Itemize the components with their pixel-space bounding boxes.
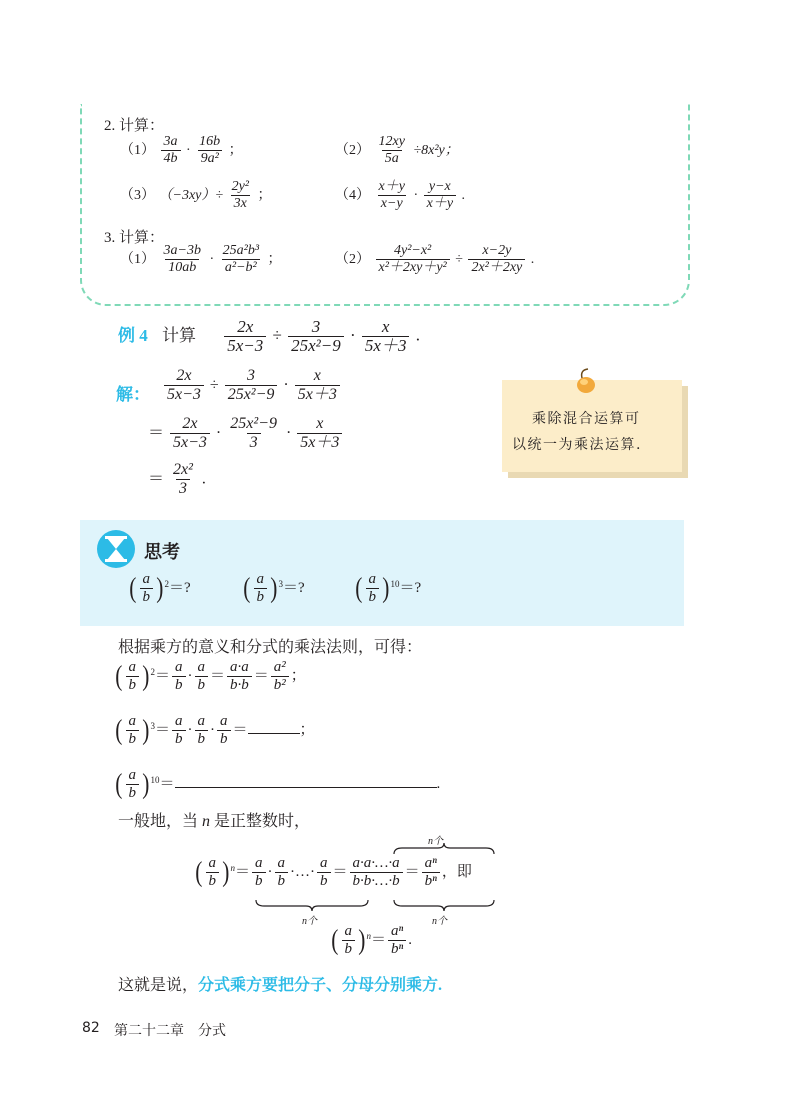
exercise-2-part-2: （2） $\frac{12xy}{5a}$ ÷8x²y； bbox=[335, 134, 459, 166]
fraction: $\frac{x}{5x+3}$ bbox=[295, 368, 340, 403]
part-label: （1） bbox=[120, 142, 155, 158]
chapter-title: 第二十二章 分式 bbox=[114, 1023, 226, 1039]
fraction: $\frac{x-2y}{\text{2x²＋2xy}}$ bbox=[468, 244, 525, 275]
think-question-3: ( $\frac{a}{b}$ )$^{10}$＝? bbox=[355, 571, 422, 605]
general-statement: 一般地，当 n 是正整数时， bbox=[118, 813, 311, 830]
answer-blank[interactable] bbox=[248, 733, 300, 734]
fraction: $\frac{16b}{\text{9a²}}$ bbox=[199, 134, 221, 166]
power-rule-highlight: 分式乘方要把分子、分母分别乘方. bbox=[198, 977, 443, 994]
fraction: $\frac{\text{25x²−9}}{3}$ bbox=[230, 415, 277, 451]
summary-text: 这就是说，分式乘方要把分子、分母分别乘方. bbox=[118, 977, 443, 994]
brace-bottom-left bbox=[254, 898, 370, 912]
brace-label-top: n个 bbox=[428, 836, 443, 847]
fraction: $\frac{y-x}{x+y}$ bbox=[424, 180, 456, 211]
power-2-derivation: ( $\frac{a}{b}$ )$^2$＝ $\frac{a}{b}$ · $\frac{a}{b}$ ＝ $\frac{a\cdot a}{b\cdot b}$ ＝ $\frac{\text{a²}}{\text{b²}}$ ； bbox=[115, 659, 306, 693]
part-label: （4） bbox=[335, 187, 370, 203]
fraction: $\frac{3}{\text{25x²−9}}$ bbox=[225, 368, 278, 403]
fraction: $\frac{2x}{5x-3}$ bbox=[170, 416, 210, 451]
solution-line-2: ＝ $\frac{2x}{5x-3}$ · $\frac{\text{25x²−9}}{3}$ · $\frac{x}{5x+3}$ bbox=[148, 416, 344, 451]
brace-top bbox=[392, 842, 496, 856]
fraction: $\frac{3}{\text{25x²−9}}$ bbox=[288, 318, 344, 356]
fraction: $\frac{x}{5x+3}$ bbox=[297, 416, 342, 451]
example-4: 例 4 计算 $\frac{2x}{5x-3}$ ÷ $\frac{3}{\text{25x²−9}}$ · $\frac{x}{5x+3}$ . bbox=[118, 317, 420, 355]
pushpin-icon bbox=[572, 368, 600, 398]
think-question-2: ( $\frac{a}{b}$ )$^3$＝? bbox=[243, 571, 305, 605]
example-label: 例 4 bbox=[118, 325, 148, 345]
think-question-1: ( $\frac{a}{b}$ )$^2$＝? bbox=[129, 571, 191, 605]
part-label: （3） bbox=[120, 187, 155, 203]
brace-bottom-right bbox=[392, 898, 496, 912]
exercise-2-part-3: （3） （−3xy）÷ $\frac{\text{2y²}}{3x}$ ； bbox=[120, 179, 272, 211]
example-prompt: 计算 bbox=[162, 325, 196, 345]
fraction: $\frac{\text{4y²−x²}}{\text{x²＋2xy＋y²}}$ bbox=[376, 244, 450, 275]
note-line-2: 以统一为乘法运算. bbox=[512, 437, 642, 453]
exercise-2-part-1: （1） $\frac{3a}{4b}$ · $\frac{16b}{\text{9a²}}$ ； bbox=[120, 134, 243, 166]
power-10-derivation: ( $\frac{a}{b}$ )$^{10}$＝ . bbox=[115, 767, 441, 801]
side-note bbox=[502, 380, 682, 472]
solution-line-3: ＝ $\frac{\text{2x²}}{3}$ . bbox=[148, 461, 206, 497]
exercise-2-heading: 2. 计算： bbox=[104, 118, 165, 134]
part-label: （2） bbox=[335, 142, 370, 158]
part-label: （2） bbox=[335, 251, 370, 267]
fraction: $\frac{\text{2y²}}{3x}$ bbox=[231, 179, 249, 211]
solution-line-1: $\frac{2x}{5x-3}$ ÷ $\frac{3}{\text{25x²−9}}$ · $\frac{x}{5x+3}$ bbox=[162, 368, 342, 403]
brace-label-bottom-right: n个 bbox=[432, 916, 447, 927]
power-3-derivation: ( $\frac{a}{b}$ )$^3$＝ $\frac{a}{b}$ · $\frac{a}{b}$ · $\frac{a}{b}$ ＝ ； bbox=[115, 713, 315, 747]
exercise-2-part-4: （4） $\frac{x+y}{x-y}$ · $\frac{y-x}{x+y}$ . bbox=[335, 179, 466, 211]
fraction: $\frac{\text{25a²b³}}{\text{a²−b²}}$ bbox=[222, 243, 260, 275]
note-line-1: 乘除混合运算可 bbox=[532, 411, 641, 427]
think-title: 思考 bbox=[144, 542, 180, 563]
fraction: $\frac{x}{5x+3}$ bbox=[362, 318, 410, 356]
fraction: $\frac{3a-3b}{10ab}$ bbox=[163, 243, 201, 275]
fraction: $\frac{2x}{5x-3}$ bbox=[164, 368, 204, 403]
fraction: $\frac{x+y}{x-y}$ bbox=[378, 179, 405, 211]
answer-blank[interactable] bbox=[175, 787, 437, 788]
fraction: $\frac{\text{2x²}}{3}$ bbox=[173, 461, 193, 497]
intro-text: 根据乘方的意义和分式的乘法法则，可得： bbox=[118, 637, 423, 656]
part-label: （1） bbox=[120, 251, 155, 267]
exercise-3-part-1: （1） $\frac{3a-3b}{10ab}$ · $\frac{\text{25a²b³}}{\text{a²−b²}}$ ； bbox=[120, 243, 282, 275]
exercise-3-heading: 3. 计算： bbox=[104, 230, 165, 246]
solution-label: 解： bbox=[116, 385, 150, 404]
hourglass-icon bbox=[96, 529, 136, 569]
exercise-3-part-2: （2） $\frac{\text{4y²−x²}}{\text{x²＋2xy＋y²}}$ ÷ $\frac{x-2y}{\text{2x²＋2xy}}$ . bbox=[335, 243, 535, 275]
page-number: 82 bbox=[82, 1020, 100, 1036]
general-formula: ( $\frac{a}{b}$ )$^n$＝ $\frac{a}{b}$ · $\frac{a}{b}$ ·…· $\frac{a}{b}$ ＝ $\frac{a\cdot a\cdot\dots\cdot a}{b\cdot b\cdot\dots\cdot b}$ ＝ $\frac{\text{aⁿ}}{\text{bⁿ}}$ ，即 bbox=[195, 855, 472, 889]
brace-label-bottom-left: n个 bbox=[302, 916, 317, 927]
power-rule-formula: ( $\frac{a}{b}$ )$^n$＝ $\frac{\text{aⁿ}}{\text{bⁿ}}$ . bbox=[331, 923, 412, 957]
fraction: $\frac{3a}{4b}$ bbox=[161, 135, 181, 166]
fraction: $\frac{12xy}{5a}$ bbox=[378, 134, 405, 166]
fraction: $\frac{2x}{5x-3}$ bbox=[224, 318, 266, 356]
